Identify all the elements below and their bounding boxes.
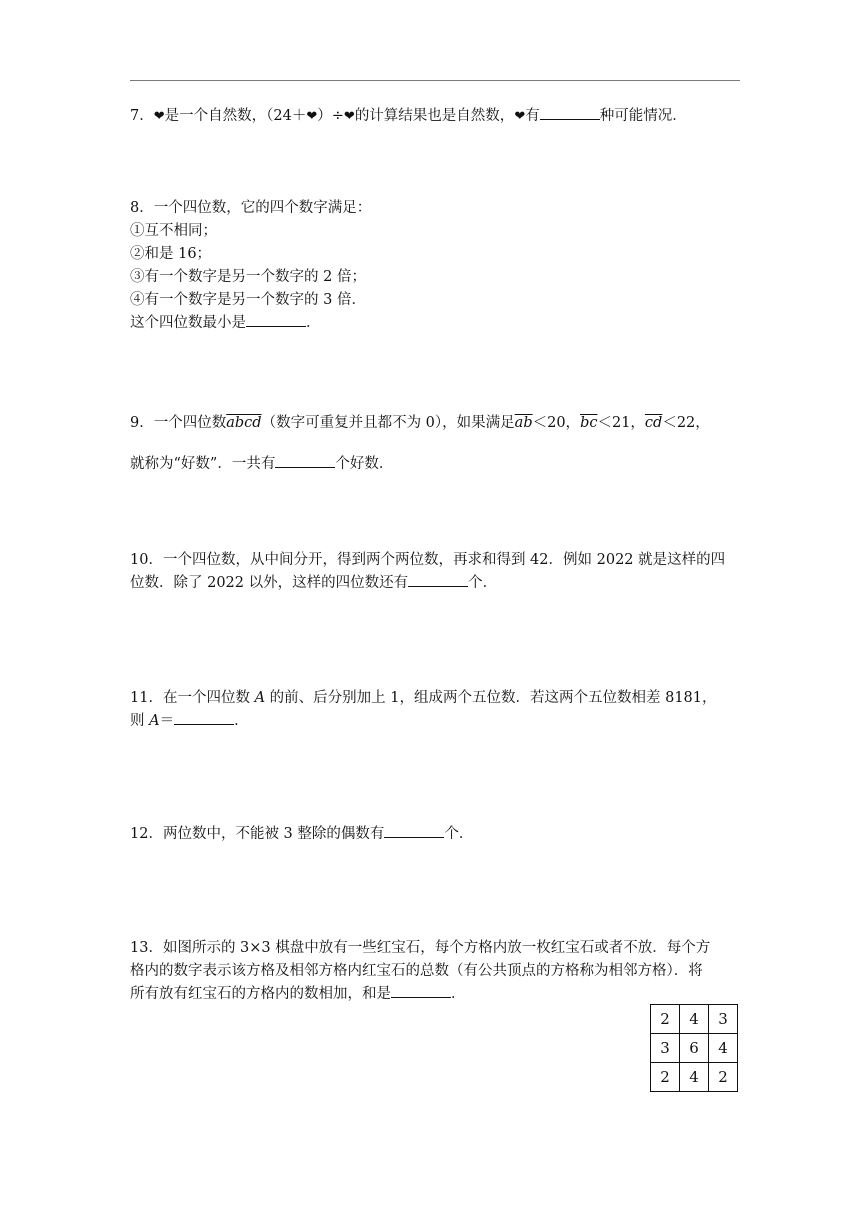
grid-cell: 4: [709, 1034, 738, 1063]
answer-blank[interactable]: [391, 983, 451, 998]
question-12: 12．两位数中，不能被 3 整除的偶数有 个．: [130, 823, 742, 846]
condition-2: ②和是 16；: [130, 246, 212, 262]
question-8-tail: 这个四位数最小是 ．: [130, 312, 742, 335]
grid-row: [651, 1034, 738, 1063]
grid-cell: 4: [680, 1005, 709, 1034]
overline-abcd: abcd: [226, 415, 262, 431]
grid-cell: 2: [709, 1063, 738, 1092]
variable-a: A: [149, 713, 160, 729]
grid-row: [651, 1063, 738, 1092]
grid-cell: 3: [651, 1034, 680, 1063]
grid-cell: 4: [680, 1063, 709, 1092]
answer-blank[interactable]: [540, 105, 600, 120]
answer-blank[interactable]: [275, 453, 335, 468]
question-10-line-1: 10．一个四位数，从中间分开，得到两个两位数，再求和得到 42．例如 2022 就是这样的四: [130, 552, 726, 568]
heart-icon: ❤: [306, 109, 318, 124]
question-13-line-2: 格内的数字表示该方格及相邻方格内红宝石的总数（有公共顶点的方格称为相邻方格）．将: [130, 963, 703, 979]
grid-cell: 3: [709, 1005, 738, 1034]
overline-bc: $\overline{bc}$: [580, 415, 598, 431]
grid-cell: 2: [651, 1063, 680, 1092]
question-11-line-2: 则 A＝ ．: [130, 710, 742, 733]
grid-cell: 6: [680, 1034, 709, 1063]
header-rule: [130, 80, 740, 81]
gem-board-grid: [650, 1004, 738, 1092]
question-8: [130, 197, 742, 335]
condition-3: ③有一个数字是另一个数字的 2 倍；: [130, 269, 366, 285]
variable-a: A: [254, 690, 266, 706]
heart-icon: ❤: [343, 109, 355, 124]
heart-icon: ❤: [514, 109, 526, 124]
condition-1: ①互不相同；: [130, 223, 217, 239]
question-13-line-3: 所有放有红宝石的方格内的数相加，和是 ．: [130, 983, 742, 1006]
question-11: [130, 687, 742, 733]
question-10: [130, 549, 742, 595]
question-10-line-2: 位数．除了 2022 以外，这样的四位数还有 个．: [130, 572, 742, 595]
question-7: 7．❤是一个自然数，（24＋❤）÷❤的计算结果也是自然数，❤有 种可能情况．: [130, 105, 742, 128]
answer-blank[interactable]: [408, 572, 468, 587]
question-13: [130, 937, 742, 1006]
question-9-line-1: 9．一个四位数abcd（数字可重复并且都不为 0），如果满足$\overline{ab}<20$，$\overline{bc}<21$，$\overline{cd}<22$，: [130, 415, 710, 431]
grid-cell: 2: [651, 1005, 680, 1034]
grid-row: [651, 1005, 738, 1034]
question-11-line-1: 11．在一个四位数 A 的前、后分别加上 1，组成两个五位数．若这两个五位数相差 8181，: [130, 690, 717, 706]
question-13-line-1: 13．如图所示的 3×3 棋盘中放有一些红宝石，每个方格内放一枚红宝石或者不放．每个方: [130, 940, 711, 956]
answer-blank[interactable]: [384, 823, 444, 838]
question-8-stem: 8．一个四位数，它的四个数字满足：: [130, 200, 372, 216]
answer-blank[interactable]: [174, 710, 234, 725]
overline-cd: $\overline{cd}$: [644, 415, 663, 431]
question-9: [130, 412, 742, 435]
overline-ab: $\overline{ab}$: [514, 415, 533, 431]
condition-4: ④有一个数字是另一个数字的 3 倍．: [130, 292, 366, 308]
answer-blank[interactable]: [246, 312, 306, 327]
heart-icon: ❤: [153, 109, 165, 124]
question-9-line-2: 就称为“好数”．一共有 个好数．: [130, 453, 742, 476]
